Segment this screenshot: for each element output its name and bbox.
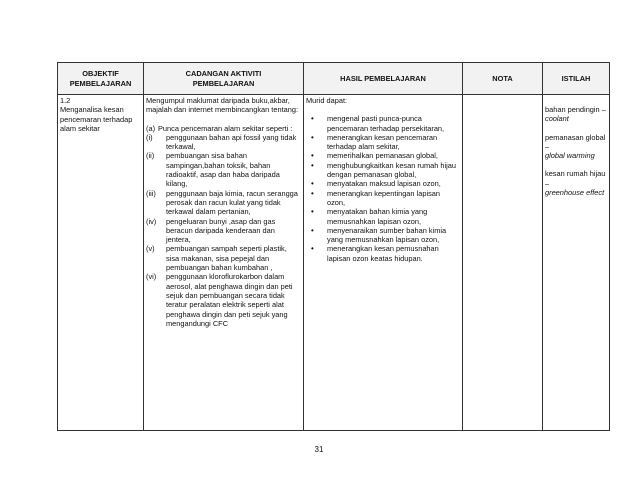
header-aktiviti xyxy=(144,63,304,95)
istilah-term: bahan pendingin – xyxy=(545,105,606,114)
cell-istilah xyxy=(543,95,610,431)
aktiviti-section-label: (a) xyxy=(146,123,156,133)
header-aktiviti-line2: PEMBELAJARAN xyxy=(192,78,255,88)
header-nota: NOTA xyxy=(463,63,543,95)
istilah-term: pemanasan global – xyxy=(545,132,606,151)
hasil-list xyxy=(306,114,460,263)
aktiviti-intro: Mengumpul maklumat daripada buku,akbar, majalah dan internet membincangkan tentang: xyxy=(146,96,299,115)
cell-aktiviti xyxy=(144,95,304,431)
header-istilah: ISTILAH xyxy=(543,63,610,95)
list-item xyxy=(146,189,301,217)
hasil-intro: Murid dapat: xyxy=(306,96,348,105)
aktiviti-list xyxy=(146,133,301,328)
item-text: penggunaan bahan api fossil yang tidak terkawal, xyxy=(166,132,297,152)
cell-objektif xyxy=(58,95,144,431)
item-number: (vi) xyxy=(146,272,157,282)
cell-nota xyxy=(463,95,543,431)
item-number: (i) xyxy=(146,132,153,142)
list-item: • menerangkan kepentingan lapisan ozon, xyxy=(306,189,460,208)
list-item: • menghubungkaitkan kesan rumah hijau dengan pemanasan global, xyxy=(306,161,460,180)
list-item: • memerihalkan pemanasan global, xyxy=(306,151,460,160)
item-text: penggunaan kloroflurokarbon dalam aerosol, alat penghawa dingin dan peti sejuk dan pembuangan secara tidak teratur peralatan elektrik seperti alat penghawa dingin dan peti sejuk yang mengandungi CFC xyxy=(166,272,293,328)
aktiviti-section-text: Punca pencemaran alam sekitar seperti : xyxy=(158,123,293,133)
istilah-translation: global warming xyxy=(545,151,595,161)
header-objektif-line1: OBJEKTIF xyxy=(82,69,119,79)
item-number: (ii) xyxy=(146,151,155,161)
header-objektif-line2: PEMBELAJARAN xyxy=(69,78,132,88)
list-item xyxy=(146,151,301,188)
header-objektif xyxy=(58,63,144,95)
list-item xyxy=(146,244,301,272)
list-item: • menyatakan bahan kimia yang memusnahkan lapisan ozon, xyxy=(306,207,460,226)
istilah-translation: greenhouse effect xyxy=(545,188,605,198)
table-header-row xyxy=(58,63,610,95)
istilah-term: kesan rumah hijau – xyxy=(545,169,606,188)
objektif-text: Menganalisa kesan pencemaran terhadap alam sekitar xyxy=(60,105,133,133)
cell-hasil xyxy=(304,95,463,431)
list-item xyxy=(146,272,301,328)
list-item: • menyatakan maksud lapisan ozon, xyxy=(306,179,460,188)
list-item xyxy=(146,133,301,152)
istilah-entry xyxy=(545,105,607,124)
item-number: (iv) xyxy=(146,216,157,226)
list-item: • menyenaraikan sumber bahan kimia yang memusnahkan lapisan ozon, xyxy=(306,226,460,245)
list-item xyxy=(146,217,301,245)
item-text: pembuangan sisa bahan sampingan,bahan toksik, bahan radioaktif, asap dan haba daripada kilang, xyxy=(166,151,280,189)
header-hasil: HASIL PEMBELAJARAN xyxy=(304,63,463,95)
table-row xyxy=(58,95,610,431)
item-text: pembuangan sampah seperti plastik, sisa makanan, sisa pepejal dan pembuangan bahan kumbahan , xyxy=(166,244,287,273)
istilah-entry xyxy=(545,169,607,197)
item-number: (v) xyxy=(146,244,155,254)
istilah-translation: coolant xyxy=(545,114,569,124)
header-aktiviti-line1: CADANGAN AKTIVITI xyxy=(185,69,262,79)
syllabus-table xyxy=(57,62,610,431)
item-text: penggunaan baja kimia, racun serangga perosak dan racun kulat yang tidak terkawal dalam pertanian, xyxy=(166,188,298,217)
list-item: • menerangkan kesan pemusnahan lapisan ozon keatas hidupan. xyxy=(306,244,460,263)
istilah-entry xyxy=(545,133,607,161)
aktiviti-section xyxy=(146,124,301,133)
item-number: (iii) xyxy=(146,188,156,198)
list-item: • menerangkan kesan pencemaran terhadap alam sekitar, xyxy=(306,133,460,152)
item-text: pengeluaran bunyi ,asap dan gas beracun daripada kenderaan dan jentera, xyxy=(166,216,276,245)
list-item: • mengenal pasti punca-punca pencemaran terhadap persekitaran, xyxy=(306,114,460,133)
objektif-number: 1.2 xyxy=(60,96,71,105)
page-number: 31 xyxy=(314,445,324,454)
